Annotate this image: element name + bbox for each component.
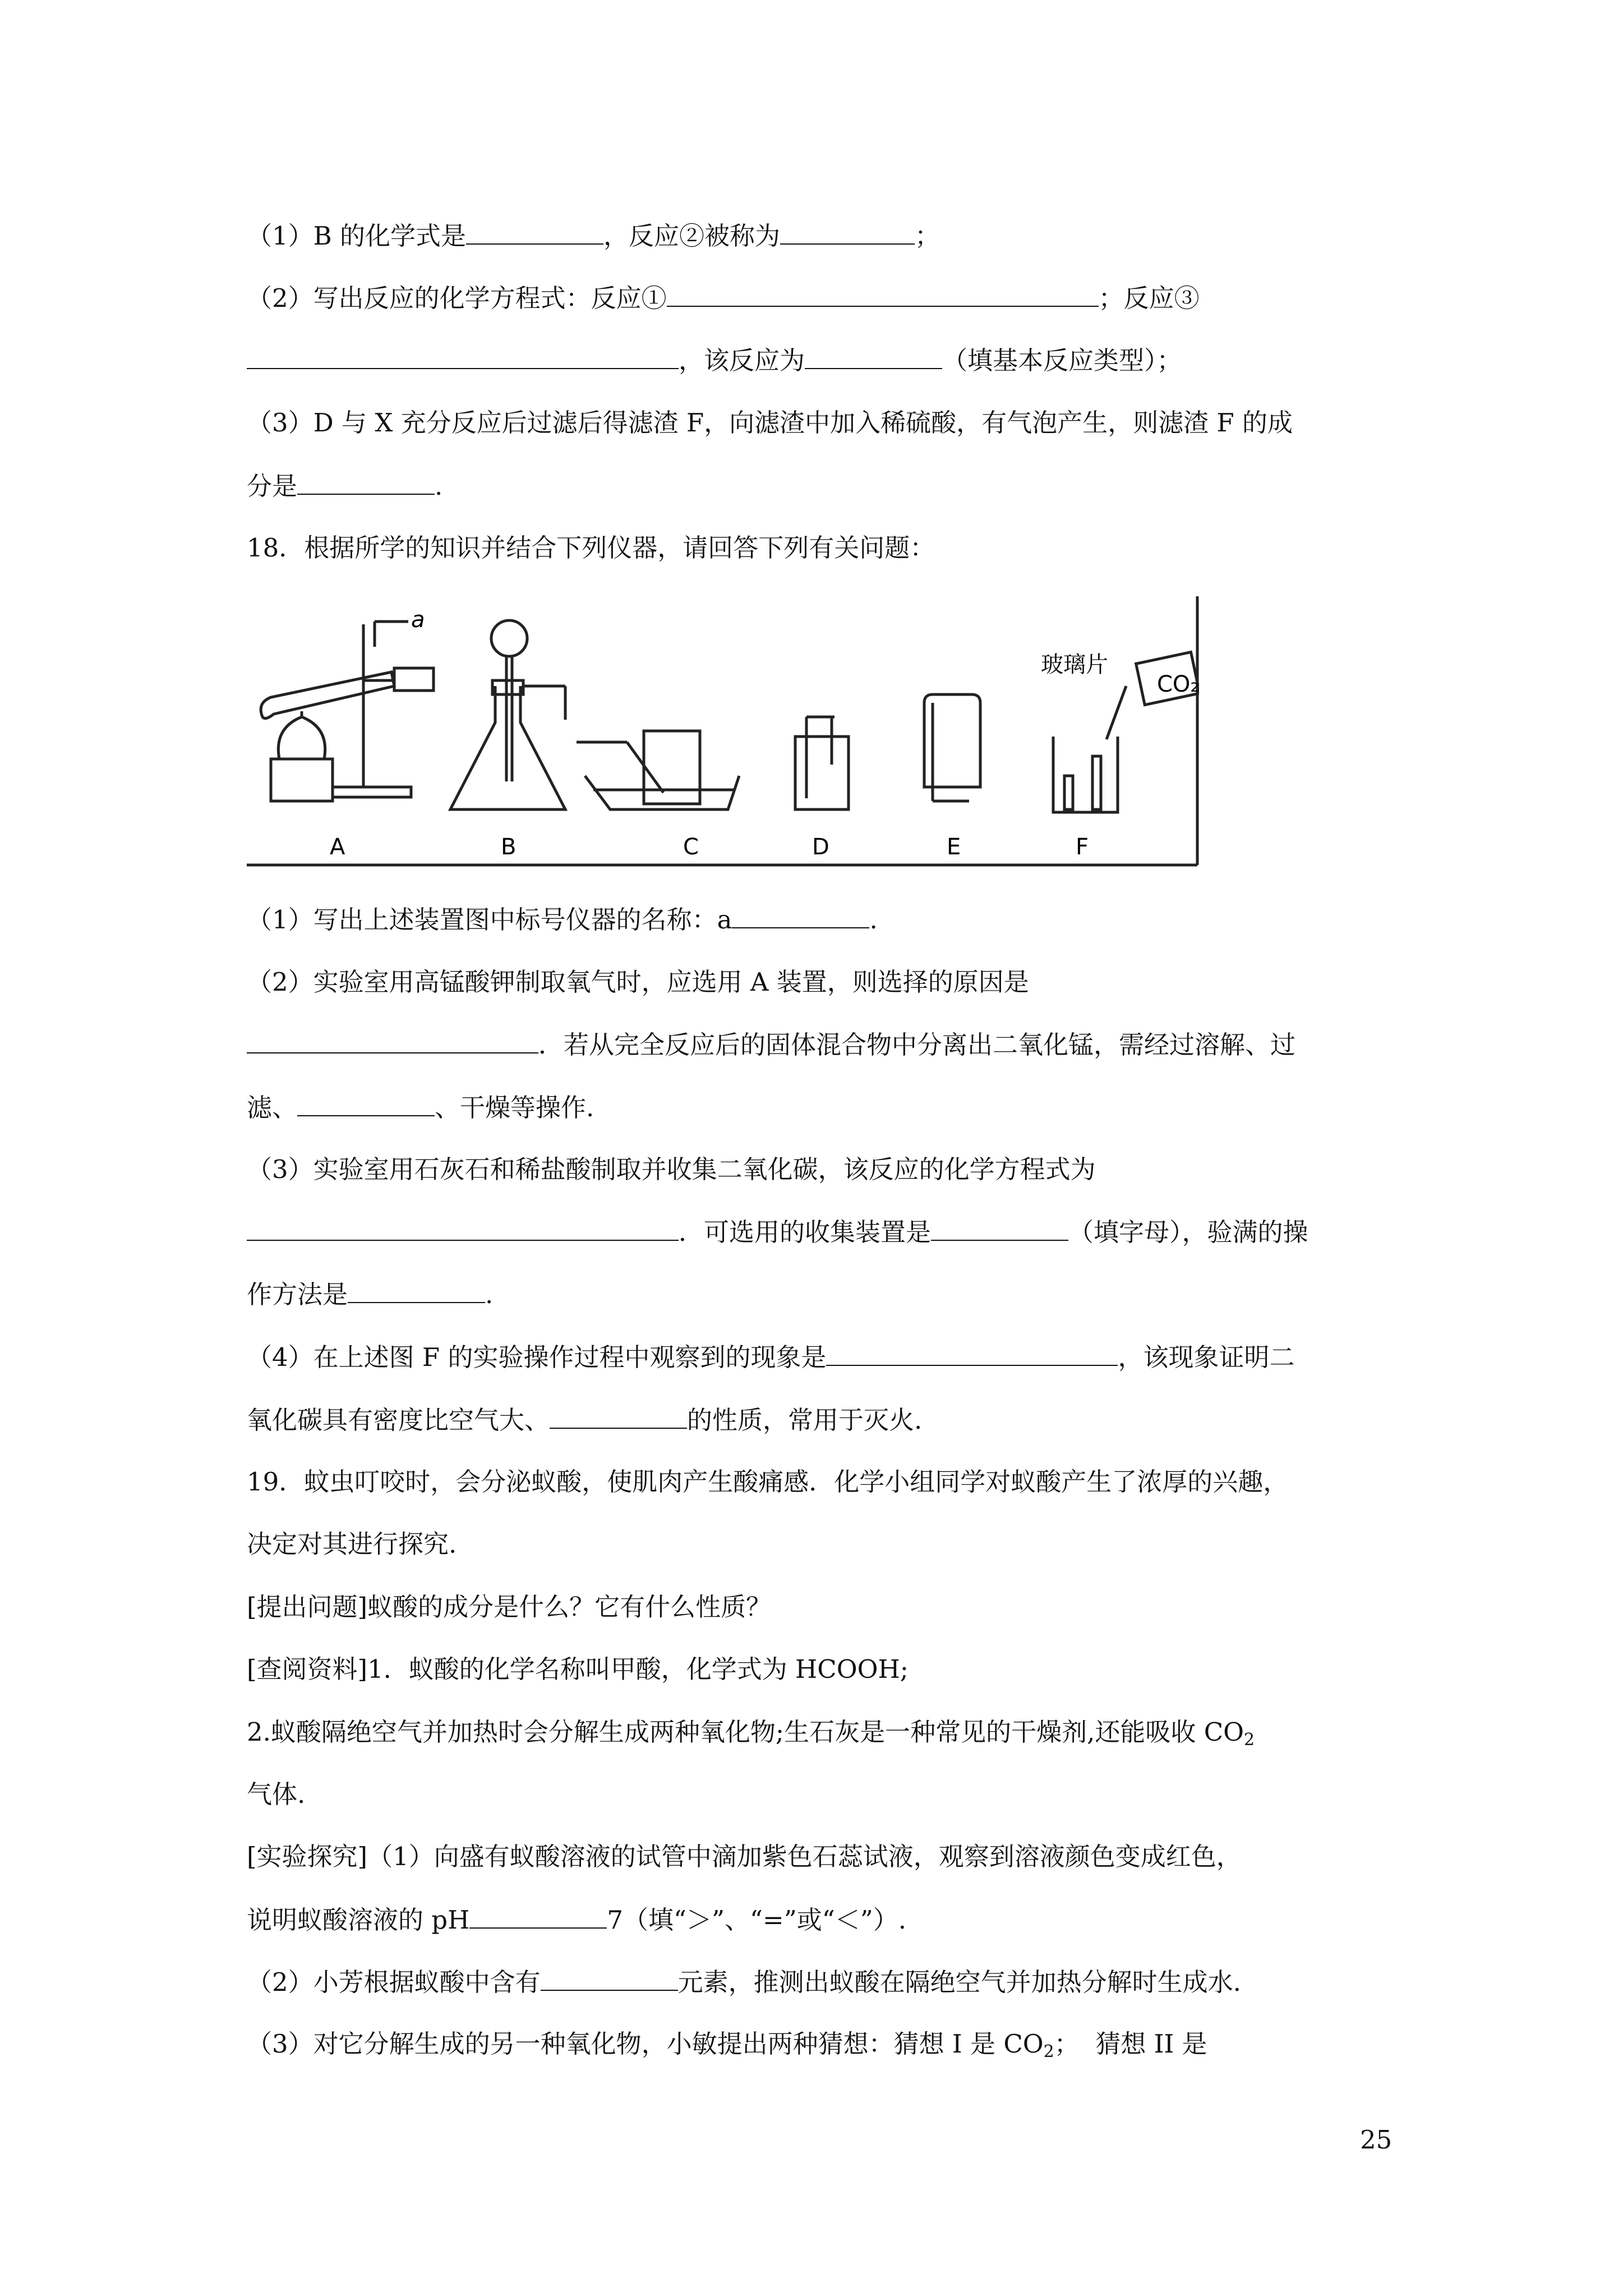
- text-line: 滤、 、干燥等操作.: [247, 1091, 594, 1125]
- text-line: （1）写出上述装置图中标号仪器的名称：a .: [247, 903, 878, 937]
- text-line: 分是 .: [247, 469, 442, 503]
- text-line: （2）实验室用高锰酸钾制取氧气时，应选用 A 装置，则选择的原因是: [247, 967, 1029, 997]
- label-a-mark: a: [411, 607, 425, 633]
- text-line: （4）在上述图 F 的实验操作过程中观察到的现象是 ，该现象证明二: [247, 1340, 1294, 1374]
- apparatus-b: [450, 620, 565, 809]
- apparatus-label: B: [501, 834, 517, 860]
- question-19-stem: 19．蚊虫叮咬时，会分泌蚁酸，使肌肉产生酸痛感．化学小组同学对蚁酸产生了浓厚的兴趣，: [247, 1467, 1289, 1497]
- text-line: （3）D 与 X 充分反应后过滤后得滤渣 F，向滤渣中加入稀硫酸，有气泡产生，则滤渣 F 的成: [247, 408, 1293, 438]
- apparatus-label: C: [683, 834, 699, 860]
- text-line: ，该反应为 （填基本反应类型）；: [247, 343, 1182, 378]
- glass-plate-label: 玻璃片: [1041, 652, 1108, 678]
- text-line: [提出问题]蚁酸的成分是什么？它有什么性质？: [247, 1592, 772, 1622]
- apparatus-label: A: [330, 834, 345, 860]
- text-line: （3）对它分解生成的另一种氧化物，小敏提出两种猜想：猜想 I 是 $CO_2$； 猜想 II 是: [247, 2029, 1207, 2062]
- text-line: （1）B 的化学式是 ，反应②被称为 ；: [247, 219, 940, 253]
- text-line: 决定对其进行探究.: [247, 1529, 457, 1559]
- apparatus-a: [261, 622, 434, 801]
- apparatus-e: [924, 694, 980, 801]
- apparatus-figure: [246, 596, 1199, 868]
- apparatus-label: F: [1076, 834, 1089, 860]
- text-line: ．若从完全反应后的固体混合物中分离出二氧化锰，需经过溶解、过: [247, 1028, 1295, 1062]
- text-line: 氧化碳具有密度比空气大、 的性质，常用于灭火.: [247, 1403, 922, 1437]
- text-line: （2）小芳根据蚁酸中含有 元素，推测出蚁酸在隔绝空气并加热分解时生成水.: [247, 1965, 1241, 1999]
- apparatus-d: [795, 717, 849, 809]
- page-number: 25: [1360, 2125, 1393, 2155]
- apparatus-c: [577, 731, 739, 809]
- text-line: 气体.: [247, 1779, 306, 1809]
- text-line: （3）实验室用石灰石和稀盐酸制取并收集二氧化碳，该反应的化学方程式为: [247, 1154, 1096, 1184]
- question-18-stem: 18．根据所学的知识并结合下列仪器，请回答下列有关问题：: [247, 533, 935, 563]
- apparatus-label: D: [812, 834, 829, 860]
- text-line: 说明蚁酸溶液的 pH 7（填“＞”、“=”或“＜”）.: [247, 1903, 906, 1937]
- text-line: ．可选用的收集装置是 （填字母），验满的操: [247, 1215, 1308, 1249]
- text-line: 作方法是 .: [247, 1277, 493, 1312]
- text-line: [实验探究]（1）向盛有蚁酸溶液的试管中滴加紫色石蕊试液，观察到溶液颜色变成红色，: [247, 1842, 1242, 1871]
- co2-bottle-label: CO₂: [1157, 671, 1199, 697]
- text-line: [查阅资料]1．蚁酸的化学名称叫甲酸，化学式为 HCOOH;: [247, 1654, 909, 1684]
- apparatus-label: E: [947, 834, 961, 860]
- text-line: （2）写出反应的化学方程式：反应① ；反应③: [247, 281, 1200, 315]
- text-line: 2.蚁酸隔绝空气并加热时会分解生成两种氧化物;生石灰是一种常见的干燥剂,还能吸收 $CO_2$: [247, 1717, 1255, 1750]
